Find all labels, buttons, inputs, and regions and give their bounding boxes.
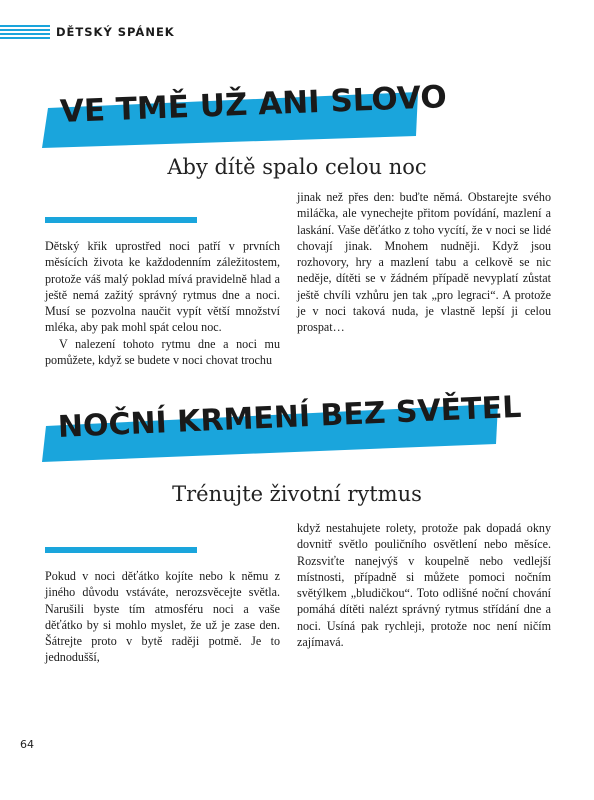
section2-left-column (45, 568, 280, 666)
header-stripes (0, 25, 50, 41)
page-number: 64 (20, 738, 34, 751)
running-head: DĚTSKÝ SPÁNEK (56, 25, 175, 39)
section1-paragraph-2: V nalezení tohoto rytmu dne a noci mu pomůžete, když se budete v noci chovat trochu (45, 336, 280, 367)
section1-subtitle: Aby dítě spalo celou noc (167, 155, 427, 179)
section2-banner (40, 389, 523, 466)
section1-accent-rule (45, 217, 197, 223)
section1-paragraph-1: Dětský křik uprostřed noci patří v prvních měsících života ke každodenním záležitostem, protože váš malý poklad mívá pravidelně hlad a ještě nemá zažitý správný rytmus dne a noci. Musí se pozvolna naučit vypít větší množství mléka, aby pak mohl spát celou noc. (45, 239, 280, 335)
section1-title: VE TMĚ UŽ ANI SLOVO (59, 79, 448, 130)
section2-title: NOČNÍ KRMENÍ BEZ SVĚTEL (57, 389, 523, 445)
section2-right-column (297, 520, 551, 650)
section1-left-column (45, 238, 280, 368)
section2-paragraph-2: když nestahujete rolety, protože pak dopadá okny dovnitř světlo pouličního osvětlení nebo měsíce. Rozsviťte nanejvýš v koupelně nebo vedlejší místnosti, případně si můžete pomoci nočním světýlkem „bludičkou“. Toto odlišné noční chování pomáhá dítěti nalézt správný rytmus střídání dne a noci. Usíná pak rychleji, protože noc není ničím zajímavá. (297, 521, 551, 649)
section2-accent-rule (45, 547, 197, 553)
section2-subtitle: Trénujte životní rytmus (172, 482, 422, 506)
section2-paragraph-1: Pokud v noci děťátko kojíte nebo k němu z jiného důvodu vstáváte, nerozsvěcejte světla. Narušili byste tím atmosféru noci a vaše děťátko by si mohlo myslet, že už je zase den. Šátrejte proto v bytě raději potmě. Je to jednodušší, (45, 569, 280, 665)
section1-banner (40, 79, 448, 150)
section1-paragraph-3: jinak než přes den: buďte němá. Obstarejte svého miláčka, ale vynechejte přitom povídání, mazlení a laskání. Vaše děťátko z toho vycítí, že v noci se lidé chovají jinak. Mnohem nudněji. Když jsou rozhovory, hry a mazlení tabu a celkově se nic neděje, dítěti se v žádném případě nevyplatí zůstat ještě chvíli vzhůru jen tak „pro legraci“. A protože je v noci taková nuda, je vlastně lepší ji celou prospat… (297, 190, 551, 334)
section1-right-column (297, 189, 551, 335)
